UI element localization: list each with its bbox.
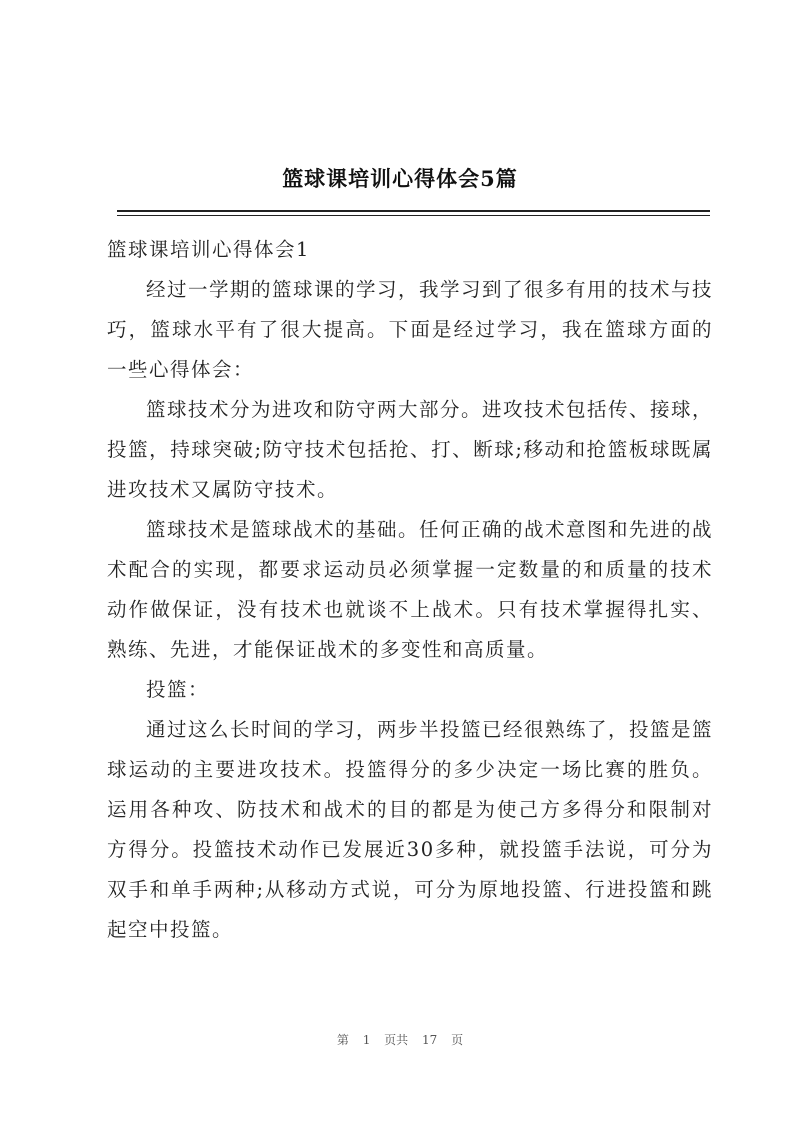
- paragraph-intro: 经过一学期的篮球课的学习，我学习到了很多有用的技术与技巧，篮球水平有了很大提高。下面是经过学习，我在篮球方面的一些心得体会：: [107, 278, 714, 381]
- paragraph-shooting-heading: 投篮：: [146, 678, 210, 701]
- title-divider-thick: [117, 210, 710, 212]
- page-footer: [0, 1031, 800, 1048]
- footer-mid: 页共: [384, 1033, 409, 1047]
- footer-prefix: 第: [336, 1033, 349, 1047]
- section-heading: 篮球课培训心得体会1: [107, 238, 310, 261]
- document-title: 篮球课培训心得体会5篇: [282, 166, 518, 191]
- title-divider-thin: [117, 215, 710, 216]
- footer-total-pages: 17: [422, 1033, 438, 1047]
- paragraph-technique-overview: 篮球技术分为进攻和防守两大部分。进攻技术包括传、接球，投篮，持球突破;防守技术包括抢、打、断球;移动和抢篮板球既属进攻技术又属防守技术。: [107, 398, 714, 501]
- paragraph-technique-foundation: 篮球技术是篮球战术的基础。任何正确的战术意图和先进的战术配合的实现，都要求运动员必须掌握一定数量的和质量的技术动作做保证，没有技术也就谈不上战术。只有技术掌握得扎实、熟练、先进，才能保证战术的多变性和高质量。: [107, 518, 714, 661]
- footer-current-page: 1: [362, 1033, 371, 1047]
- footer-suffix: 页: [451, 1033, 464, 1047]
- document-body: [107, 230, 713, 950]
- paragraph-shooting-detail: 通过这么长时间的学习，两步半投篮已经很熟练了，投篮是篮球运动的主要进攻技术。投篮得分的多少决定一场比赛的胜负。运用各种攻、防技术和战术的目的都是为使己方多得分和限制对方得分。投篮技术动作已发展近30多种，就投篮手法说，可分为双手和单手两种;从移动方式说，可分为原地投篮、行进投篮和跳起空中投篮。: [107, 718, 714, 941]
